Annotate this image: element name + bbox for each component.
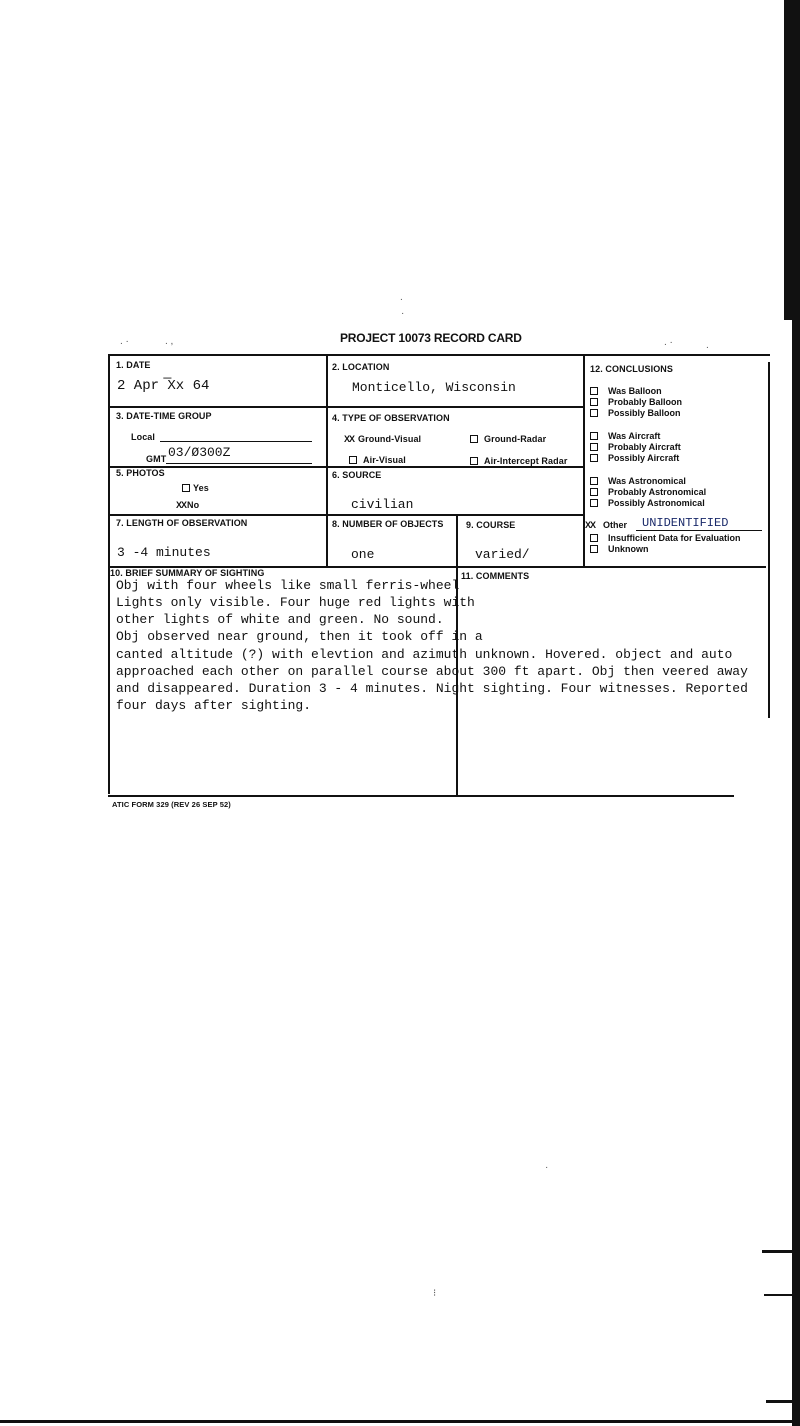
summary-line: other lights of white and green. No sound. [116, 612, 444, 627]
comments-label: 11. COMMENTS [461, 571, 530, 581]
scan-speck: · [545, 1162, 549, 1173]
photos-no-mark: XX [176, 500, 187, 510]
conclusion-insufficient: Insufficient Data for Evaluation Unknown [590, 533, 741, 555]
conclusion-group-balloon: Was Balloon Probably Balloon Possibly Balloon [590, 386, 682, 419]
checkbox-icon [182, 484, 190, 492]
scan-edge [766, 1400, 792, 1403]
location-value: Monticello, Wisconsin [352, 380, 516, 395]
card-title: PROJECT 10073 RECORD CARD [340, 331, 522, 345]
photos-no-option: XXNo [176, 500, 200, 510]
card-bottom-border [108, 795, 734, 797]
local-line [160, 441, 312, 442]
divider [326, 356, 328, 566]
card-top-border [108, 354, 770, 356]
divider [583, 356, 585, 566]
form-id: ATIC FORM 329 (REV 26 SEP 52) [112, 800, 231, 809]
conclusion-group-astronomical: Was Astronomical Probably Astronomical Possibly Astronomical [590, 476, 706, 509]
location-label: 2. LOCATION [332, 362, 390, 372]
checkbox-icon [590, 387, 598, 395]
checkbox-icon [590, 488, 598, 496]
checkbox-icon [590, 545, 598, 553]
divider [108, 466, 583, 468]
summary-line: canted altitude (?) with elevtion and azimuth unknown. Hovered. object and auto [116, 647, 733, 662]
checkbox-icon [590, 454, 598, 462]
air-intercept-option: Air-Intercept Radar [470, 456, 567, 466]
course-value: varied/ [475, 547, 530, 562]
checkbox-icon [590, 477, 598, 485]
summary-line: four days after sighting. [116, 698, 312, 713]
other-value: UNIDENTIFIED [642, 516, 729, 530]
checkbox-icon [590, 534, 598, 542]
conclusion-other: XX Other [585, 520, 628, 530]
scan-speck: . · [664, 337, 673, 348]
scan-edge [784, 0, 800, 320]
gmt-value: 03/Ø300Z [168, 445, 231, 460]
local-label: Local [131, 432, 156, 442]
gmt-label: GMT [146, 454, 167, 464]
gmt-line [166, 463, 312, 464]
other-mark: XX [585, 520, 596, 530]
type-obs-label: 4. TYPE OF OBSERVATION [332, 413, 450, 423]
summary-line: Obj observed near ground, then it took off in a [116, 629, 483, 644]
dtg-label: 3. DATE-TIME GROUP [116, 411, 212, 421]
summary-line: and disappeared. Duration 3 - 4 minutes. Night sighting. Four witnesses. Reported [116, 681, 748, 696]
checkbox-icon [590, 398, 598, 406]
checkbox-icon [349, 456, 357, 464]
air-visual-option: Air-Visual [349, 455, 406, 465]
scan-speck: . [706, 340, 709, 351]
card-right-border [768, 362, 770, 718]
ground-visual-mark: XX [344, 434, 355, 444]
scan-edge [764, 1294, 792, 1296]
course-label: 9. COURSE [466, 520, 516, 530]
source-label: 6. SOURCE [332, 470, 382, 480]
summary-line: approached each other on parallel course about 300 ft apart. Obj then veered away [116, 664, 748, 679]
divider [108, 514, 583, 516]
summary-line: Obj with four wheels like small ferris-wheel [116, 578, 460, 593]
checkbox-icon [590, 443, 598, 451]
scan-speck: . · [120, 336, 129, 347]
photos-label: 5. PHOTOS [116, 468, 165, 478]
summary-line: Lights only visible. Four huge red lights with [116, 595, 475, 610]
ground-visual-option: XX Ground-Visual [344, 434, 422, 444]
scan-edge [762, 1250, 792, 1253]
checkbox-icon [470, 435, 478, 443]
checkbox-icon [470, 457, 478, 465]
scan-speck: . , [165, 336, 174, 347]
conclusions-label: 12. CONCLUSIONS [590, 364, 674, 374]
ground-radar-option: Ground-Radar [470, 434, 546, 444]
scan-speck: ⁝ [433, 1288, 437, 1299]
source-value: civilian [351, 497, 414, 512]
checkbox-icon [590, 499, 598, 507]
conclusion-group-aircraft: Was Aircraft Probably Aircraft Possibly Aircraft [590, 431, 681, 464]
scan-speck: . [400, 292, 403, 303]
length-value: 3 -4 minutes [117, 545, 211, 560]
photos-yes-option: Yes [182, 483, 209, 493]
checkbox-icon [590, 432, 598, 440]
date-value: 2 Apr ̅Xx 64 [117, 378, 210, 394]
num-objects-label: 8. NUMBER OF OBJECTS [332, 519, 444, 529]
checkbox-icon [590, 409, 598, 417]
scan-speck: · [401, 308, 405, 319]
date-label: 1. DATE [116, 360, 151, 370]
num-objects-value: one [351, 547, 375, 562]
divider [108, 406, 583, 408]
other-line [636, 530, 762, 531]
length-label: 7. LENGTH OF OBSERVATION [116, 518, 248, 528]
scan-edge [792, 320, 800, 1426]
scan-edge [0, 1420, 800, 1423]
summary-label: 10. BRIEF SUMMARY OF SIGHTING [110, 568, 265, 578]
